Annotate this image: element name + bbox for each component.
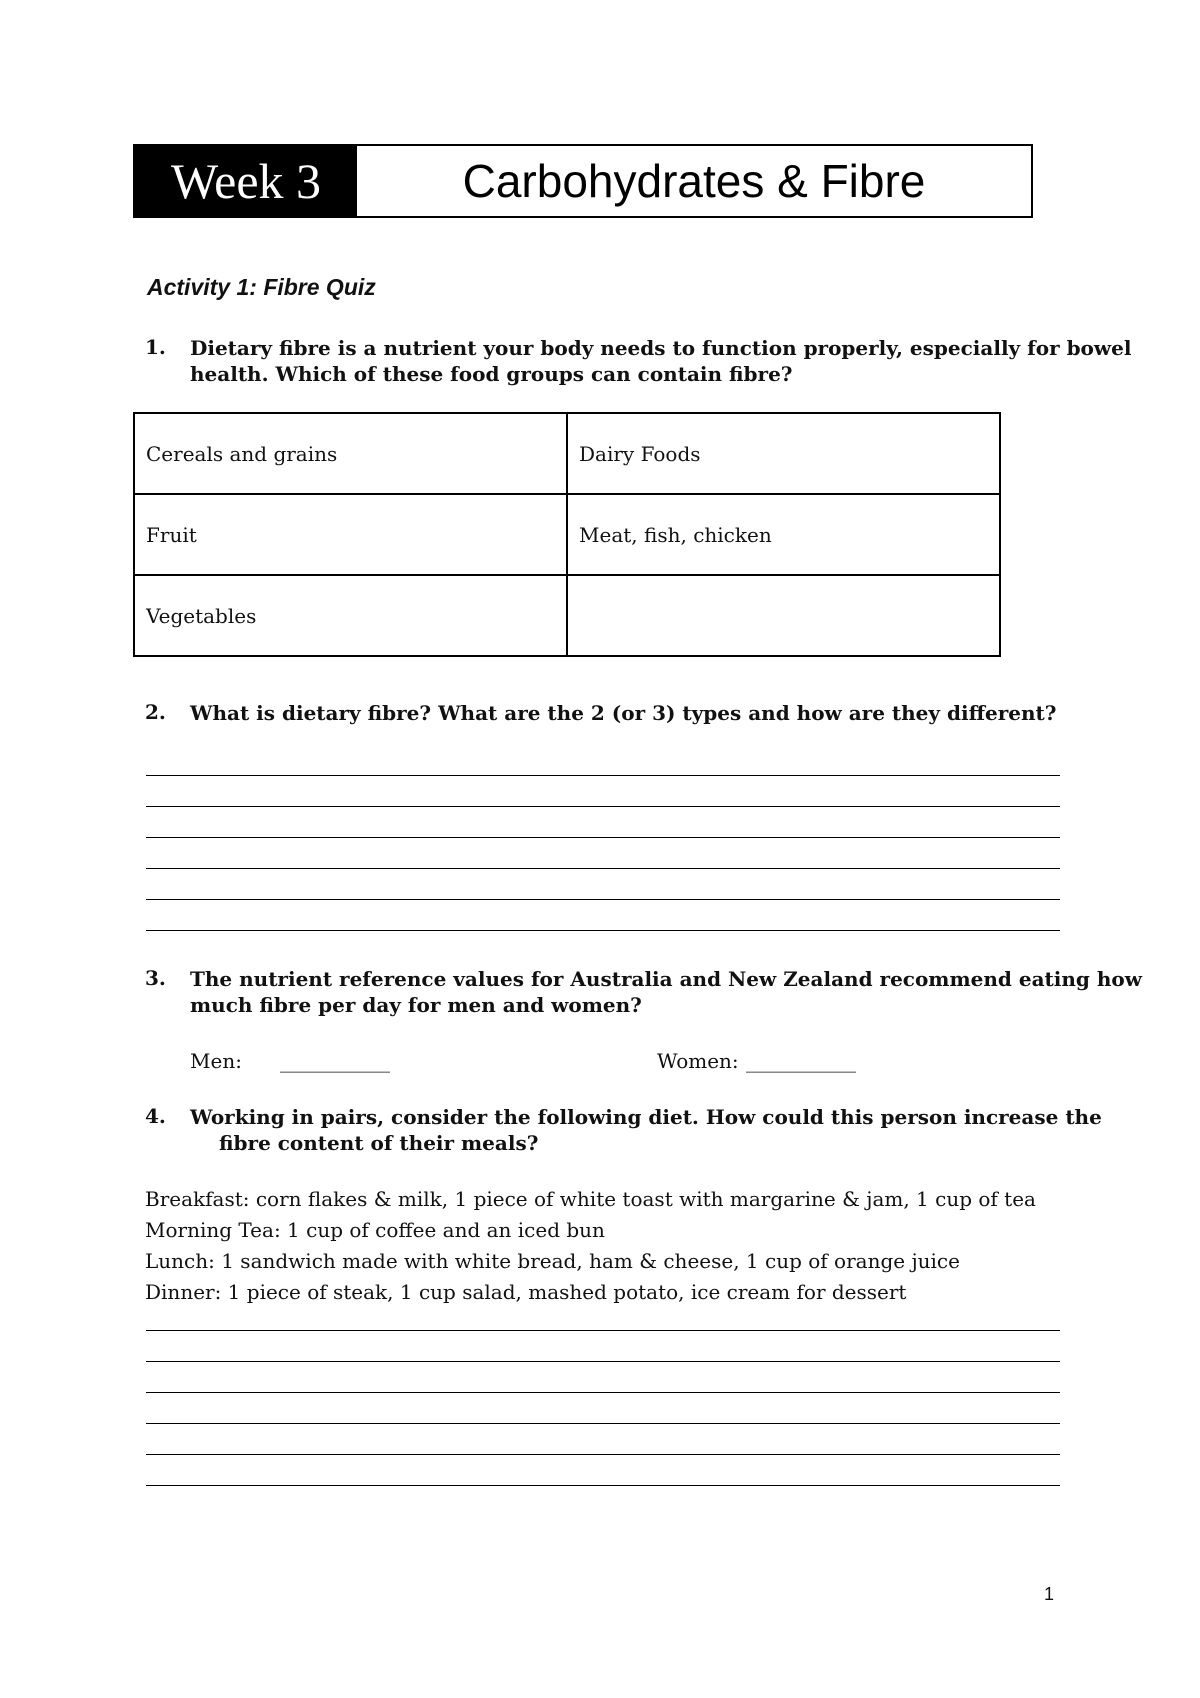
answer-line[interactable] [146, 775, 1060, 776]
question-3-line-2: much fibre per day for men and women? [190, 993, 642, 1017]
women-answer-blank[interactable]: ___________ [746, 1049, 856, 1073]
table-cell[interactable]: Fruit [134, 494, 567, 575]
answer-line[interactable] [146, 1423, 1060, 1424]
table-cell[interactable]: Dairy Foods [567, 413, 1000, 494]
question-3-line-1: The nutrient reference values for Australia and New Zealand recommend eating how [190, 967, 1142, 991]
answer-line[interactable] [146, 806, 1060, 807]
table-cell[interactable]: Cereals and grains [134, 413, 567, 494]
answer-line[interactable] [146, 1485, 1060, 1486]
question-1-line-2: health. Which of these food groups can contain fibre? [190, 362, 793, 386]
table-cell[interactable] [567, 575, 1000, 656]
food-groups-table [133, 412, 1001, 657]
table-row [134, 413, 1000, 494]
diet-morning-tea: Morning Tea: 1 cup of coffee and an iced bun [145, 1218, 605, 1242]
question-4-line-1: Working in pairs, consider the following diet. How could this person increase the [190, 1105, 1102, 1129]
answer-line[interactable] [146, 837, 1060, 838]
answer-line[interactable] [146, 1330, 1060, 1331]
question-4-number: 4. [145, 1104, 166, 1128]
page-title: Carbohydrates & Fibre [462, 155, 926, 207]
women-label: Women: [657, 1049, 739, 1073]
answer-line[interactable] [146, 1454, 1060, 1455]
question-2-text: What is dietary fibre? What are the 2 (or 3) types and how are they different? [190, 701, 1057, 725]
answer-line[interactable] [146, 1361, 1060, 1362]
men-answer-blank[interactable]: ___________ [280, 1049, 390, 1073]
question-3-number: 3. [145, 966, 166, 990]
question-2-number: 2. [145, 700, 166, 724]
table-row [134, 575, 1000, 656]
diet-breakfast: Breakfast: corn flakes & milk, 1 piece of white toast with margarine & jam, 1 cup of tea [145, 1187, 1036, 1211]
answer-line[interactable] [146, 899, 1060, 900]
table-row [134, 494, 1000, 575]
question-1-line-1: Dietary fibre is a nutrient your body needs to function properly, especially for bowel [190, 336, 1132, 360]
answer-line[interactable] [146, 930, 1060, 931]
page-header [133, 144, 1033, 218]
answer-line[interactable] [146, 1392, 1060, 1393]
diet-lunch: Lunch: 1 sandwich made with white bread, ham & cheese, 1 cup of orange juice [145, 1249, 960, 1273]
table-cell[interactable]: Vegetables [134, 575, 567, 656]
week-label: Week 3 [135, 146, 357, 216]
diet-dinner: Dinner: 1 piece of steak, 1 cup salad, mashed potato, ice cream for dessert [145, 1280, 907, 1304]
table-cell[interactable]: Meat, fish, chicken [567, 494, 1000, 575]
question-4-line-2: fibre content of their meals? [219, 1131, 539, 1155]
question-1-number: 1. [145, 335, 166, 359]
answer-line[interactable] [146, 868, 1060, 869]
activity-title: Activity 1: Fibre Quiz [147, 274, 376, 300]
page-number: 1 [1044, 1584, 1055, 1604]
men-label: Men: [190, 1049, 242, 1073]
